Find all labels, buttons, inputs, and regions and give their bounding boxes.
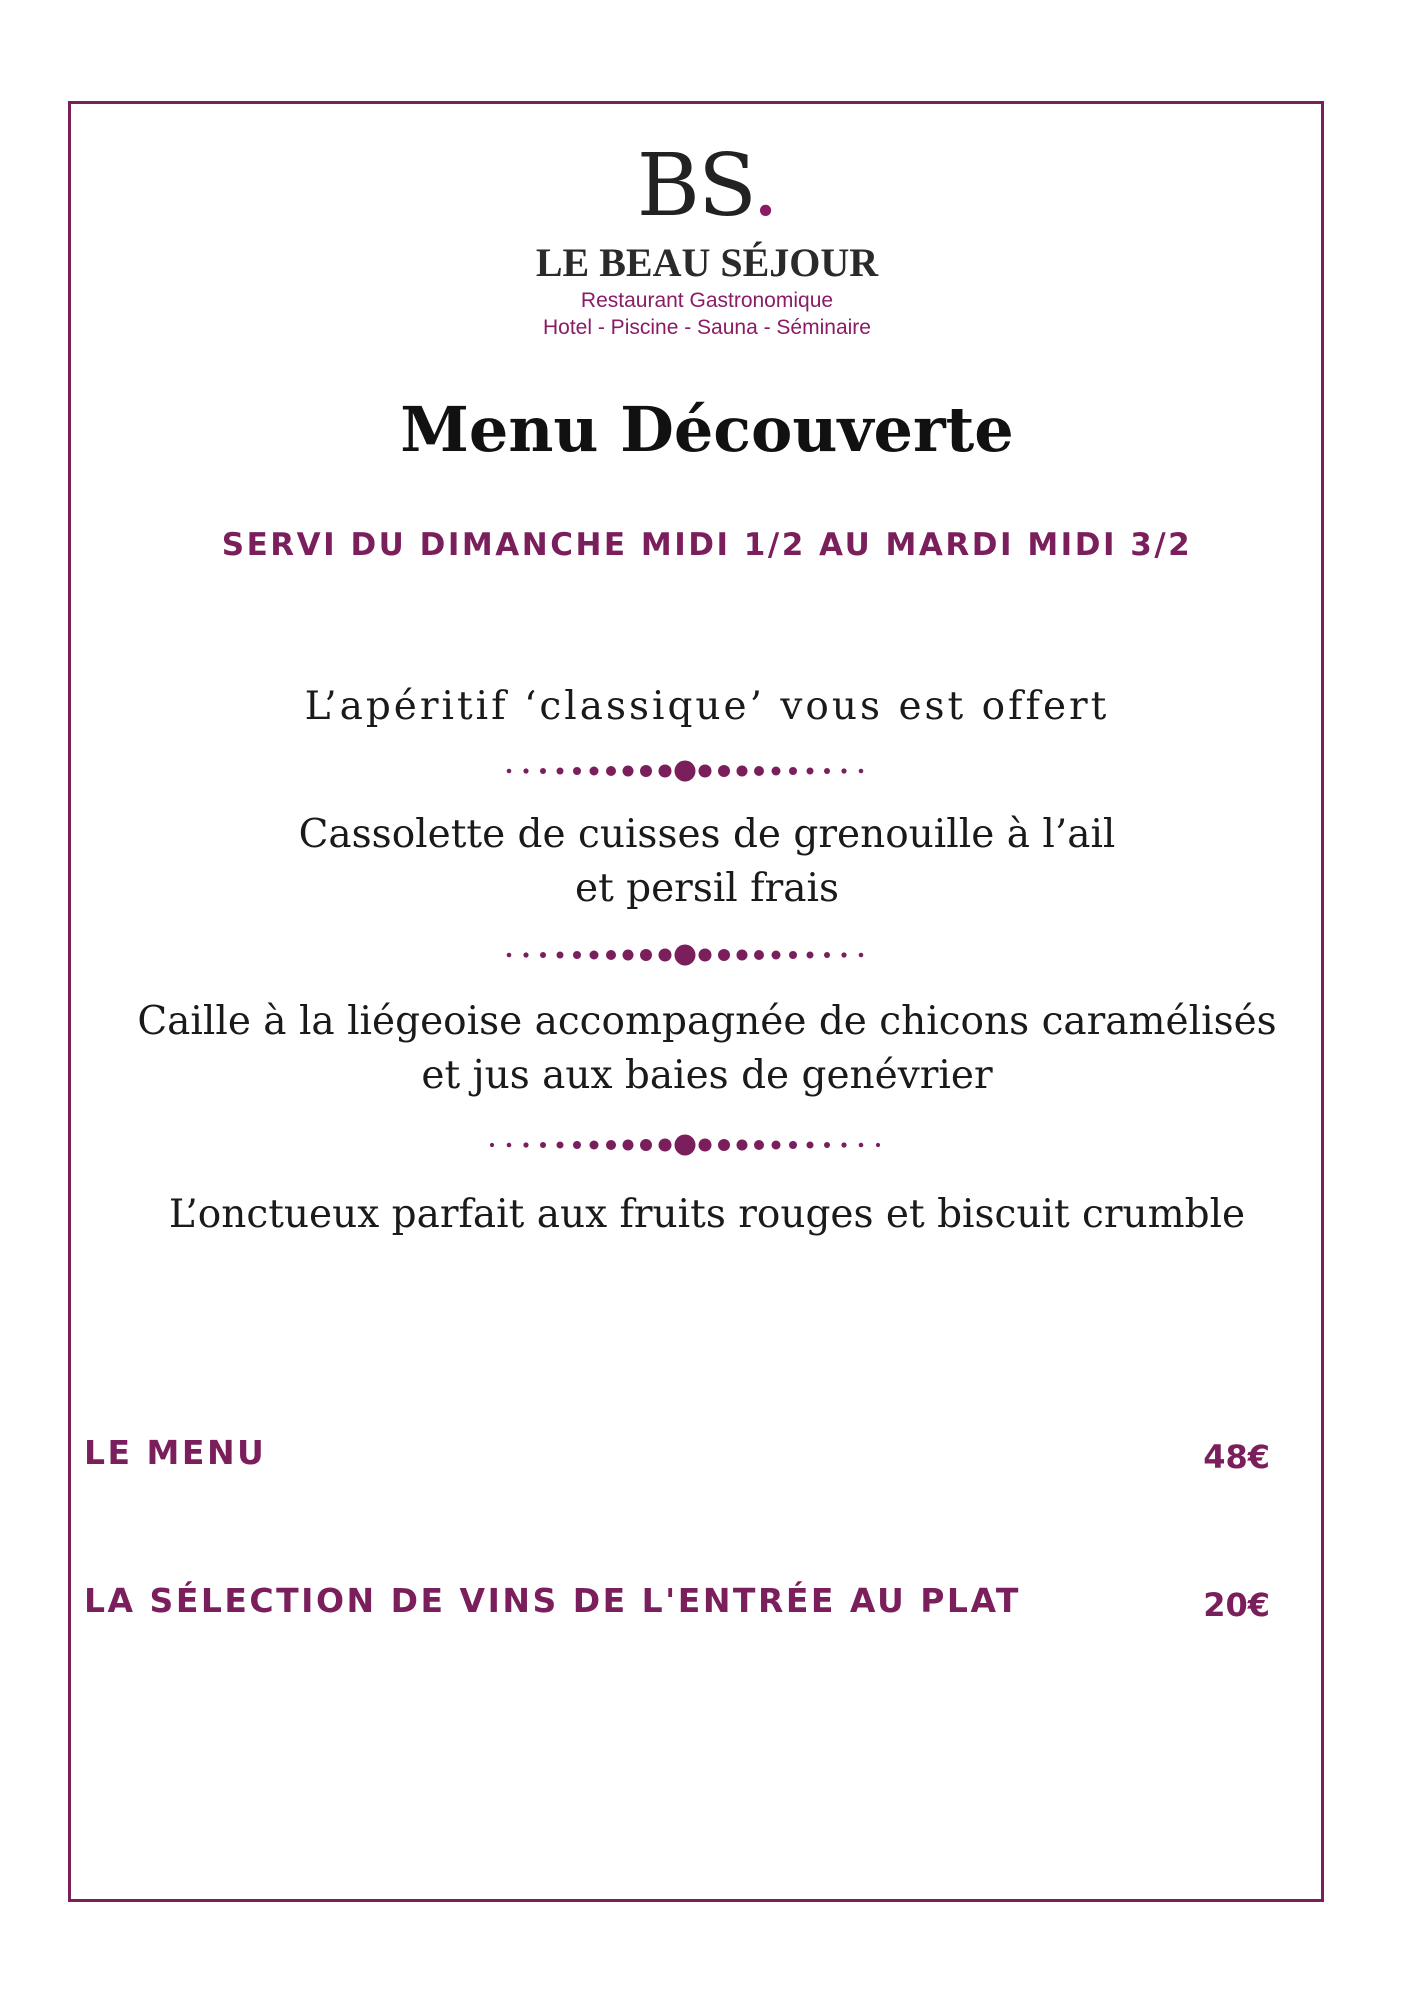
divider-center-dot [675, 761, 696, 782]
divider-dot [590, 767, 599, 776]
course-main-line1: Caille à la liégeoise accompagnée de chicons caramélisés [137, 999, 1277, 1044]
divider-dot [606, 1140, 616, 1150]
divider-dot [807, 1142, 814, 1149]
divider-dot [772, 767, 781, 776]
divider-dot [507, 769, 512, 774]
divider-dot [859, 953, 864, 958]
brand-tagline: Restaurant Gastronomique [580, 289, 834, 312]
aperitif-line: L’apéritif ‘classique’ vous est offert [304, 684, 1110, 729]
divider-dot [623, 766, 634, 777]
served-dates: SERVI DU DIMANCHE MIDI 1/2 AU MARDI MIDI 3/2 [221, 527, 1193, 563]
divider-dot [606, 766, 616, 776]
price-label-menu: LE MENU [84, 1433, 267, 1472]
divider-dot [623, 950, 634, 961]
course-main [0, 995, 1414, 1103]
course-starter-line1: Cassolette de cuisses de grenouille à l’ail [298, 812, 1116, 857]
divider-dot [699, 765, 712, 778]
divider-dot [718, 1139, 730, 1151]
divider-dot [490, 1143, 494, 1147]
divider-center-dot [675, 945, 696, 966]
logo-letters: BS [636, 136, 752, 236]
course-starter-line2: et persil frais [574, 866, 839, 911]
divider-dot [659, 949, 672, 962]
divider-dot [772, 1141, 781, 1150]
divider-dot [789, 1141, 797, 1149]
divider-dot [573, 951, 581, 959]
logo-dot: . [751, 136, 778, 236]
divider-dot [540, 1142, 546, 1148]
divider-dot [824, 1142, 830, 1148]
divider-dot [699, 949, 712, 962]
divider-dot [540, 768, 546, 774]
divider-dot [841, 952, 846, 957]
divider-dot [557, 1142, 564, 1149]
price-label-wine: LA SÉLECTION DE VINS DE L'ENTRÉE AU PLAT [84, 1581, 1021, 1620]
divider-dot [876, 1143, 880, 1147]
course-dessert [0, 1188, 1414, 1242]
divider-dot [640, 1139, 652, 1151]
divider-dot [824, 768, 830, 774]
divider-dot [640, 765, 652, 777]
divider-dot [523, 768, 528, 773]
divider-center-dot [675, 1135, 696, 1156]
divider-dot [737, 1140, 748, 1151]
divider-dot [737, 950, 748, 961]
divider-dot [859, 769, 864, 774]
divider-dot [590, 1141, 599, 1150]
divider-dot [557, 952, 564, 959]
divider-dot [754, 950, 764, 960]
divider-dot [507, 1143, 512, 1148]
course-dessert-line1: L’onctueux parfait aux fruits rouges et biscuit crumble [168, 1192, 1246, 1237]
divider-dot [789, 767, 797, 775]
dotted-divider [425, 1128, 945, 1162]
divider-dot [789, 951, 797, 959]
divider-dot [623, 1140, 634, 1151]
divider-dot [718, 949, 730, 961]
divider-dot [824, 952, 830, 958]
divider-dot [659, 765, 672, 778]
course-main-line2: et jus aux baies de genévrier [421, 1053, 993, 1098]
divider-dot [772, 951, 781, 960]
dotted-divider [450, 938, 920, 972]
divider-dot [573, 767, 581, 775]
divider-dot [590, 951, 599, 960]
divider-dot [659, 1139, 672, 1152]
divider-dot [859, 1143, 864, 1148]
divider-dot [557, 768, 564, 775]
divider-dot [640, 949, 652, 961]
divider-dot [841, 1142, 846, 1147]
price-value-menu: 48€ [1203, 1438, 1270, 1476]
course-starter [0, 808, 1414, 916]
divider-dot [807, 952, 814, 959]
divider-dot [841, 768, 846, 773]
divider-dot [699, 1139, 712, 1152]
dotted-divider [450, 754, 920, 788]
divider-dot [718, 765, 730, 777]
divider-dot [606, 950, 616, 960]
divider-dot [807, 768, 814, 775]
divider-dot [573, 1141, 581, 1149]
divider-dot [507, 953, 512, 958]
logo-mark [0, 136, 1414, 236]
divider-dot [754, 766, 764, 776]
menu-title: Menu Découverte [400, 393, 1014, 466]
divider-dot [523, 952, 528, 957]
divider-dot [540, 952, 546, 958]
divider-dot [737, 766, 748, 777]
divider-dot [523, 1142, 528, 1147]
price-value-wine: 20€ [1203, 1586, 1270, 1624]
brand-services: Hotel - Piscine - Sauna - Séminaire [543, 316, 871, 339]
divider-dot [754, 1140, 764, 1150]
brand-name: LE BEAU SÉJOUR [535, 240, 879, 285]
